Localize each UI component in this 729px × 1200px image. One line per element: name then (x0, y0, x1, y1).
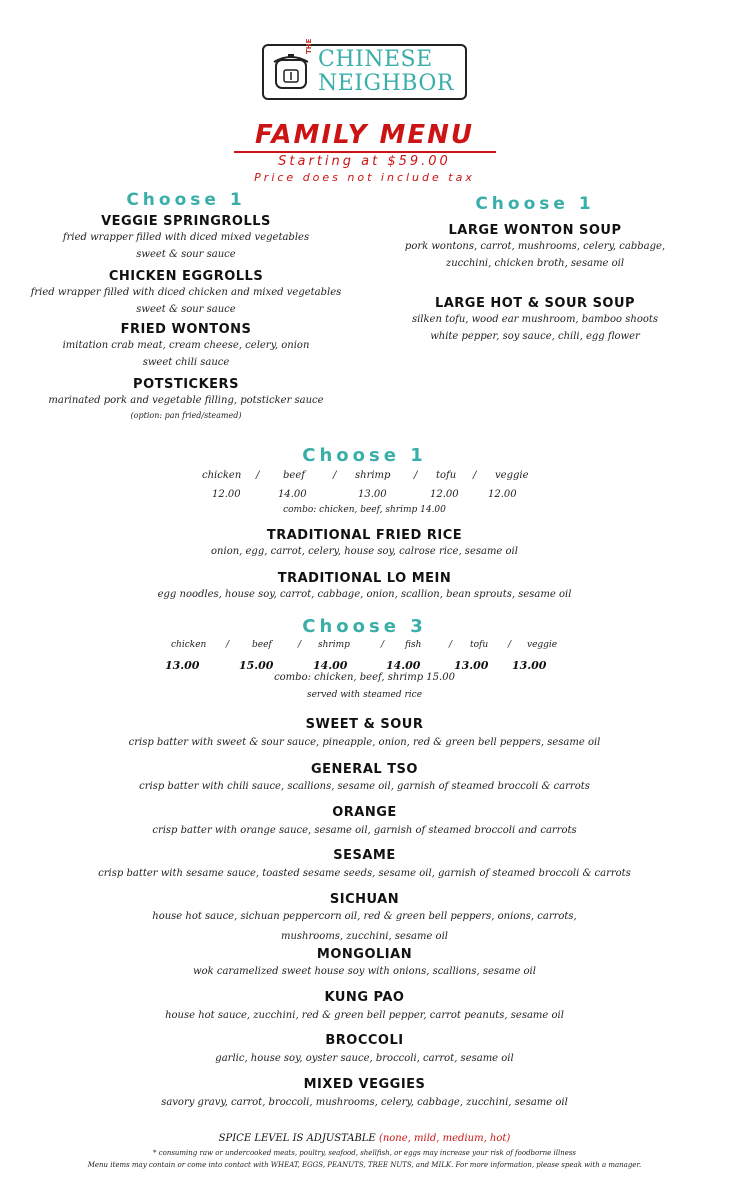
entree-desc: crisp batter with sweet & sour sauce, pineapple, onion, red & green bell peppers, sesame oil (128, 737, 601, 748)
appetizer-desc: fried wrapper filled with diced mixed vegetables (62, 232, 310, 243)
protein-option: veggie (495, 470, 529, 481)
entree-desc: savory gravy, carrot, broccoli, mushrooms, celery, cabbage, zucchini, sesame oil (161, 1097, 568, 1108)
entree-desc: crisp batter with sesame sauce, toasted sesame seeds, sesame oil, garnish of steamed broccoli & carrots (98, 868, 631, 879)
entree-name: KUNG PAO (324, 990, 405, 1005)
protein-option: shrimp (355, 470, 391, 481)
entree-name: BROCCOLI (325, 1033, 404, 1048)
protein-price: 13.00 (512, 659, 547, 672)
spice-level-label: SPICE LEVEL IS ADJUSTABLE (218, 1133, 376, 1144)
separator: / (449, 640, 453, 650)
protein-option: shrimp (318, 640, 350, 650)
soup-name: LARGE HOT & SOUR SOUP (434, 296, 636, 311)
page-title: FAMILY MENU (255, 120, 474, 150)
appetizer-name: POTSTICKERS (133, 377, 239, 392)
consumer-warning: * consuming raw or undercooked meats, poultry, seafood, shellfish, or eggs may increase your risk of foodborne illness (152, 1149, 577, 1157)
entree-desc: house hot sauce, sichuan peppercorn oil, red & green bell peppers, onions, carrots, (152, 911, 577, 922)
soup-desc: white pepper, soy sauce, chili, egg flower (430, 331, 640, 342)
appetizer-desc: imitation crab meat, cream cheese, celery, onion (62, 340, 310, 351)
protein-option: fish (405, 640, 422, 650)
entree-name: SESAME (333, 848, 396, 863)
entree-name: MONGOLIAN (316, 947, 413, 962)
tax-note: Price does not include tax (254, 171, 475, 184)
protein-option: tofu (436, 470, 457, 481)
combo-price: combo: chicken, beef, shrimp 15.00 (274, 672, 455, 683)
entree-desc: crisp batter with chili sauce, scallions, sesame oil, garnish of steamed broccoli & carrots (139, 781, 590, 792)
spice-level (0, 1133, 729, 1144)
appetizer-sauce: sweet & sour sauce (136, 304, 236, 315)
protein-option: chicken (202, 470, 242, 481)
protein-price: 14.00 (313, 659, 348, 672)
entree-name: ORANGE (332, 805, 397, 820)
title-underline (234, 151, 496, 153)
entree-desc: crisp batter with orange sauce, sesame oil, garnish of steamed broccoli and carrots (152, 825, 577, 836)
protein-price: 13.00 (454, 659, 489, 672)
entree-name: MIXED VEGGIES (303, 1077, 426, 1092)
logo-the: THE (305, 38, 313, 54)
allergen-notice: Menu items may contain or come into contact with WHEAT, EGGS, PEANUTS, TREE NUTS, and MILK. For more information, please speak with a manager. (87, 1161, 642, 1169)
protein-price: 12.00 (212, 489, 241, 500)
separator: / (508, 640, 512, 650)
separator: / (473, 470, 477, 481)
separator: / (414, 470, 418, 481)
rice-noodle-desc: egg noodles, house soy, carrot, cabbage, onion, scallion, bean sprouts, sesame oil (157, 589, 572, 600)
appetizer-sauce: sweet & sour sauce (136, 249, 236, 260)
protein-option: veggie (527, 640, 558, 650)
appetizer-name: FRIED WONTONS (120, 322, 252, 337)
protein-option: beef (252, 640, 272, 650)
entree-desc: garlic, house soy, oyster sauce, broccoli, carrot, sesame oil (215, 1053, 514, 1064)
served-with: served with steamed rice (306, 690, 423, 700)
soup-desc: pork wontons, carrot, mushrooms, celery, cabbage, (404, 241, 666, 252)
protein-price: 15.00 (239, 659, 274, 672)
appetizer-sauce: sweet chili sauce (142, 357, 230, 368)
separator: / (298, 640, 302, 650)
protein-price: 13.00 (165, 659, 200, 672)
soup-name: LARGE WONTON SOUP (448, 223, 622, 238)
soups-choose: Choose 1 (475, 194, 595, 214)
entree-name: SWEET & SOUR (305, 717, 424, 732)
entree-desc: wok caramelized sweet house soy with onions, scallions, sesame oil (193, 966, 536, 977)
protein-option: chicken (171, 640, 207, 650)
rice-noodle-name: TRADITIONAL LO MEIN (277, 571, 452, 586)
protein-option: beef (283, 470, 305, 481)
protein-price: 14.00 (278, 489, 307, 500)
protein-option: tofu (470, 640, 489, 650)
rice-noodle-desc: onion, egg, carrot, celery, house soy, calrose rice, sesame oil (211, 546, 518, 557)
entree-desc: house hot sauce, zucchini, red & green bell pepper, carrot peanuts, sesame oil (165, 1010, 564, 1021)
appetizer-desc: fried wrapper filled with diced chicken and mixed vegetables (30, 287, 342, 298)
logo-line-1: CHINESE (318, 47, 433, 72)
protein-price: 13.00 (358, 489, 387, 500)
soup-desc: zucchini, chicken broth, sesame oil (445, 258, 625, 269)
starting-price: Starting at $59.00 (278, 154, 451, 169)
separator: / (333, 470, 337, 481)
appetizer-name: CHICKEN EGGROLLS (108, 269, 264, 284)
appetizer-name: VEGGIE SPRINGROLLS (101, 214, 271, 229)
protein-price: 14.00 (386, 659, 421, 672)
entrees-choose: Choose 3 (302, 616, 427, 637)
soup-desc: silken tofu, wood ear mushroom, bamboo shoots (411, 314, 659, 325)
combo-price: combo: chicken, beef, shrimp 14.00 (283, 505, 446, 515)
entree-name: SICHUAN (329, 892, 400, 907)
spice-level-options: (none, mild, medium, hot) (378, 1133, 511, 1144)
appetizer-option: (option: pan fried/steamed) (130, 411, 242, 420)
rice-noodle-name: TRADITIONAL FRIED RICE (266, 528, 463, 543)
rice-cooker-icon (270, 50, 312, 94)
appetizers-choose: Choose 1 (126, 190, 246, 210)
protein-price: 12.00 (430, 489, 459, 500)
entree-name: GENERAL TSO (311, 762, 418, 777)
rice-noodle-choose: Choose 1 (302, 445, 427, 466)
protein-price: 12.00 (488, 489, 517, 500)
separator: / (226, 640, 230, 650)
separator: / (256, 470, 260, 481)
appetizer-desc: marinated pork and vegetable filling, potsticker sauce (48, 395, 324, 406)
entree-desc: mushrooms, zucchini, sesame oil (281, 931, 448, 942)
separator: / (381, 640, 385, 650)
logo-line-2: NEIGHBOR (318, 71, 454, 96)
